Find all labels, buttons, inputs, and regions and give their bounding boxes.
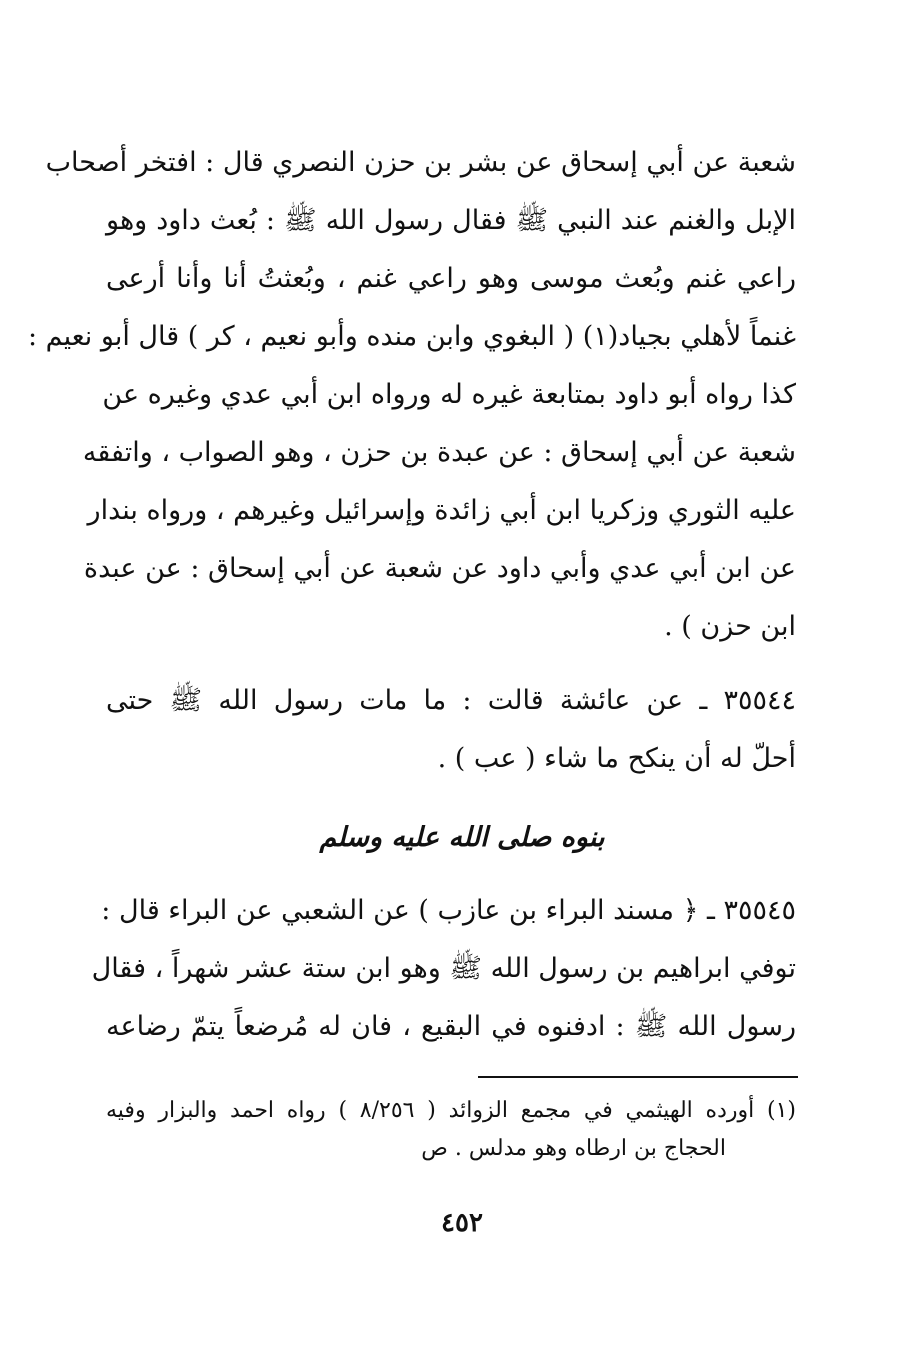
text-line: ٣٥٥٤٤ ـ عن عائشة قالت : ما مات رسول الله ﷺ حتى <box>106 685 796 716</box>
text-line: غنماً لأهلي بجياد(١) ( البغوي وابن منده وأبو نعيم ، كر ) قال أبو نعيم : <box>27 321 796 352</box>
text-line: راعي غنم وبُعث موسى وهو راعي غنم ، وبُعثتُ أنا وأنا أرعى <box>106 263 796 294</box>
page-number: ٤٥٢ <box>441 1208 483 1238</box>
paragraph-hadith-35545 <box>91 882 796 1056</box>
text-line: شعبة عن أبي إسحاق : عن عبدة بن حزن ، وهو الصواب ، واتفقه <box>82 437 796 468</box>
section-heading: بنوه صلى الله عليه وسلم <box>319 822 605 853</box>
text-line: توفي ابراهيم بن رسول الله ﷺ وهو ابن ستة عشر شهراً ، فقال <box>91 953 796 984</box>
footnote-line: (١) أورده الهيثمي في مجمع الزوائد ( ٨/٢٥٦ ) رواه احمد والبزار وفيه <box>106 1098 797 1123</box>
footnote-divider <box>478 1076 798 1078</box>
text-line: شعبة عن أبي إسحاق عن بشر بن حزن النصري قال : افتخر أصحاب <box>45 147 796 178</box>
text-line: عن ابن أبي عدي وأبي داود عن شعبة عن أبي إسحاق : عن عبدة <box>83 553 796 584</box>
text-line: عليه الثوري وزكريا ابن أبي زائدة وإسرائيل وغيرهم ، ورواه بندار <box>87 495 796 526</box>
text-line: رسول الله ﷺ : ادفنوه في البقيع ، فان له مُرضعاً يتمّ رضاعه <box>106 1011 796 1042</box>
text-line: ٣٥٥٤٥ ـ ﴿ مسند البراء بن عازب ) عن الشعبي عن البراء قال : <box>101 895 796 926</box>
text-line: ابن حزن ) . <box>664 611 796 642</box>
paragraph-hadith-35543-continuation <box>27 134 796 656</box>
text-line: الإبل والغنم عند النبي ﷺ فقال رسول الله ﷺ : بُعث داود وهو <box>106 205 796 236</box>
footnote <box>106 1092 796 1168</box>
text-line: كذا رواه أبو داود بمتابعة غيره له ورواه ابن أبي عدي وغيره عن <box>102 379 796 410</box>
text-line: أحلّ له أن ينكح ما شاء ( عب ) . <box>437 743 796 774</box>
footnote-line: الحجاج بن ارطاه وهو مدلس . ص <box>421 1136 726 1161</box>
paragraph-hadith-35544 <box>106 672 796 788</box>
